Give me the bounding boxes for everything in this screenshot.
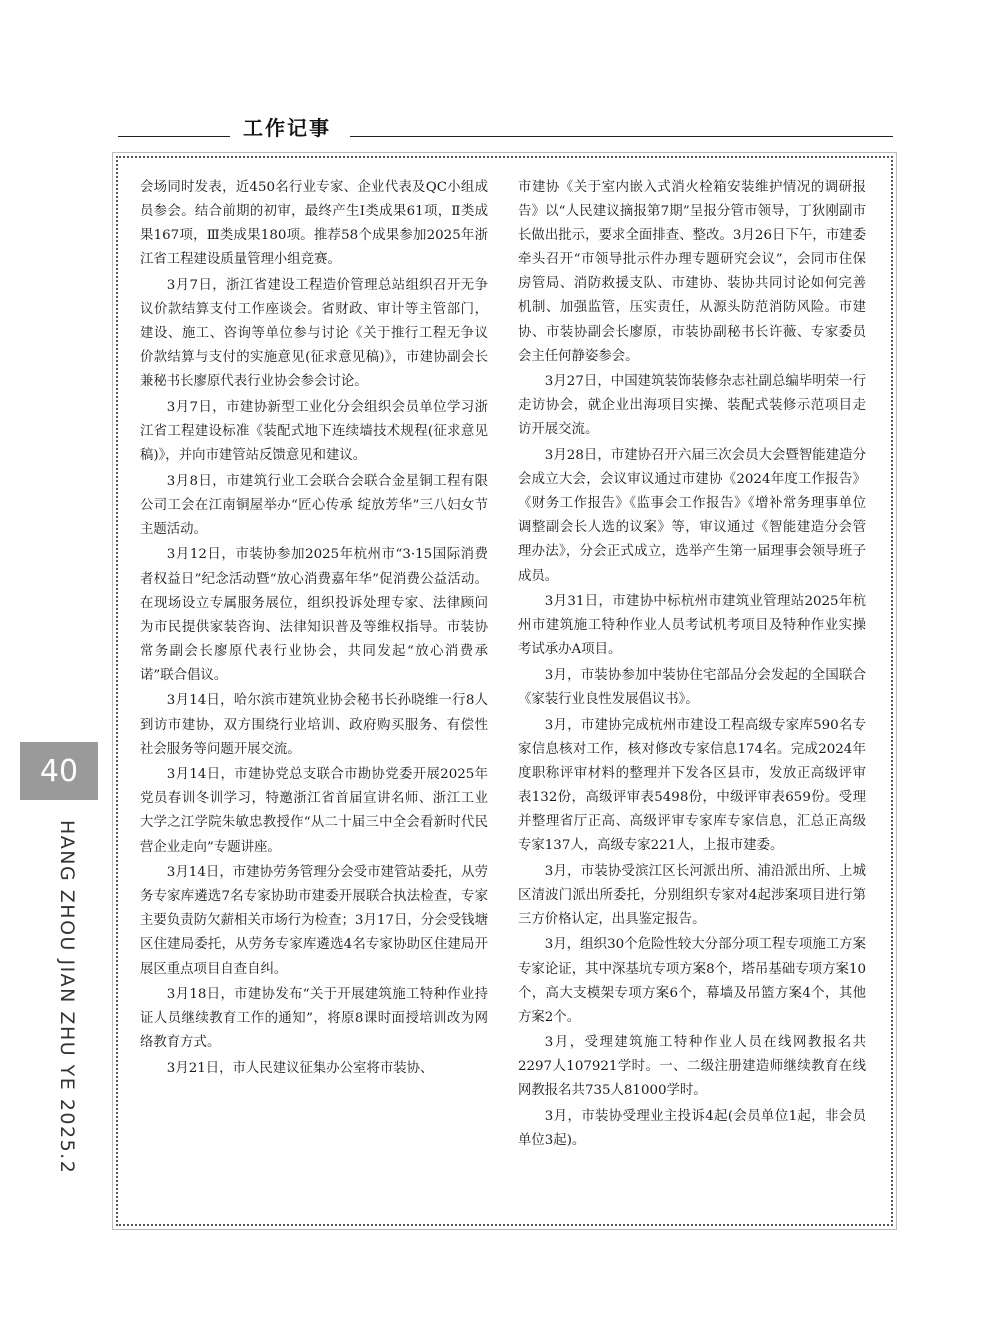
paragraph: 3月14日，市建协党总支联合市勘协党委开展2025年党员春训冬训学习，特邀浙江省首届宣讲名师、浙江工业大学之江学院朱敏忠教授作“从二十届三中全会看新时代民营企业走向”专题讲座。 <box>140 767 488 855</box>
section-title: 工作记事 <box>243 116 331 140</box>
paragraph: 3月，市装协受滨江区长河派出所、浦沿派出所、上城区清波门派出所委托，分别组织专家对4起涉案项目进行第三方价格认定，出具鉴定报告。 <box>518 863 866 927</box>
paragraph: 3月，组织30个危险性较大分部分项工程专项施工方案专家论证，其中深基坑专项方案8个，塔吊基础专项方案10个，高大支模架专项方案6个，幕墙及吊篮方案4个，其他方案2个。 <box>518 937 866 1025</box>
paragraph: 3月，受理建筑施工特种作业人员在线网教报名共2297人107921学时。一、二级注册建造师继续教育在线网教报名共735人81000学时。 <box>518 1035 866 1099</box>
left-text-column <box>140 176 488 1082</box>
paragraph: 3月，市建协完成杭州市建设工程高级专家库590名专家信息核对工作，核对修改专家信息174名。完成2024年度职称评审材料的整理并下发各区县市，发放正高级评审表132份，高级评审表5498份，中级评审表659份。受理并整理省厅正高、高级评审专家库专家信息，汇总正高级专家137人，高级专家221人，上报市建委。 <box>518 717 866 854</box>
paragraph: 3月，市装协参加中装协住宅部品分会发起的全国联合《家装行业良性发展倡议书》。 <box>518 667 866 707</box>
paragraph: 3月14日，市建协劳务管理分会受市建管站委托，从劳务专家库遴选7名专家协助市建委开展联合执法检查，专家主要负责防欠薪相关市场行为检查；3月17日，分会受钱塘区住建局委托，从劳务专家库遴选4名专家协助区住建局开展区重点项目自查自纠。 <box>140 865 488 977</box>
paragraph: 3月27日，中国建筑装饰装修杂志社副总编毕明荣一行走访协会，就企业出海项目实操、装配式装修示范项目走访开展交流。 <box>518 374 866 438</box>
paragraph: 3月7日，浙江省建设工程造价管理总站组织召开无争议价款结算支付工作座谈会。省财政、审计等主管部门，建设、施工、咨询等单位参与讨论《关于推行工程无争议价款结算与支付的实施意见(征求意见稿)》，市建协副会长兼秘书长廖原代表行业协会参会讨论。 <box>140 277 488 390</box>
paragraph: 3月28日，市建协召开六届三次会员大会暨智能建造分会成立大会，会议审议通过市建协《2024年度工作报告》《财务工作报告》《监事会工作报告》《增补常务理事单位调整副会长人选的议案》等，审议通过《智能建造分会管理办法》，分会正式成立，选举产生第一届理事会领导班子成员。 <box>518 448 866 584</box>
paragraph: 市建协《关于室内嵌入式消火栓箱安装维护情况的调研报告》以“人民建议摘报第7期”呈报分管市领导，丁狄刚副市长做出批示，要求全面排查、整改。3月26日下午，市建委牵头召开“市领导批示件办理专题研究会议”，会同市住保房管局、消防救援支队、市建协、装协共同讨论如何完善机制、加强监管，压实责任，从源头防范消防风险。市建协、市装协副会长廖原，市装协副秘书长许薇、专家委员会主任何静姿参会。 <box>518 180 866 364</box>
page-number-tab <box>20 742 98 800</box>
paragraph: 3月14日，哈尔滨市建筑业协会秘书长孙晓维一行8人到访市建协，双方围绕行业培训、政府购买服务、有偿性社会服务等问题开展交流。 <box>140 693 488 757</box>
header-rule-right <box>350 136 893 137</box>
paragraph: 会场同时发表，近450名行业专家、企业代表及QC小组成员参会。结合前期的初审，最终产生Ⅰ类成果61项，Ⅱ类成果167项，Ⅲ类成果180项。推荐58个成果参加2025年浙江省工程建设质量管理小组竞赛。 <box>140 180 488 268</box>
paragraph: 3月12日，市装协参加2025年杭州市“3·15国际消费者权益日”纪念活动暨“放心消费嘉年华”促消费公益活动。在现场设立专属服务展位，组织投诉处理专家、法律顾问为市民提供家装咨询、法律知识普及等维权指导。市装协常务副会长廖原代表行业协会，共同发起“放心消费承诺”联合倡议。 <box>140 547 488 683</box>
paragraph: 3月21日，市人民建议征集办公室将市装协、 <box>166 1060 434 1076</box>
header-rule-left <box>118 136 230 137</box>
paragraph: 3月18日，市建协发布“关于开展建筑施工特种作业持证人员继续教育工作的通知”，将原8课时面授培训改为网络教育方式。 <box>140 987 488 1051</box>
page-number: 40 <box>39 753 79 789</box>
paragraph: 3月，市装协受理业主投诉4起(会员单位1起，非会员单位3起)。 <box>518 1109 866 1149</box>
journal-issue-vertical: HANG ZHOU JIAN ZHU YE 2025.2 <box>56 820 78 1175</box>
right-text-column <box>518 176 866 1155</box>
paragraph: 3月31日，市建协中标杭州市建筑业管理站2025年杭州市建筑施工特种作业人员考试机考项目及特种作业实操考试承办A项目。 <box>518 594 866 658</box>
paragraph: 3月8日，市建筑行业工会联合会联合金星铜工程有限公司工会在江南铜屋举办“匠心传承 绽放芳华”三八妇女节主题活动。 <box>140 473 488 537</box>
paragraph: 3月7日，市建协新型工业化分会组织会员单位学习浙江省工程建设标准《装配式地下连续墙技术规程(征求意见稿)》，并向市建管站反馈意见和建议。 <box>140 399 488 464</box>
